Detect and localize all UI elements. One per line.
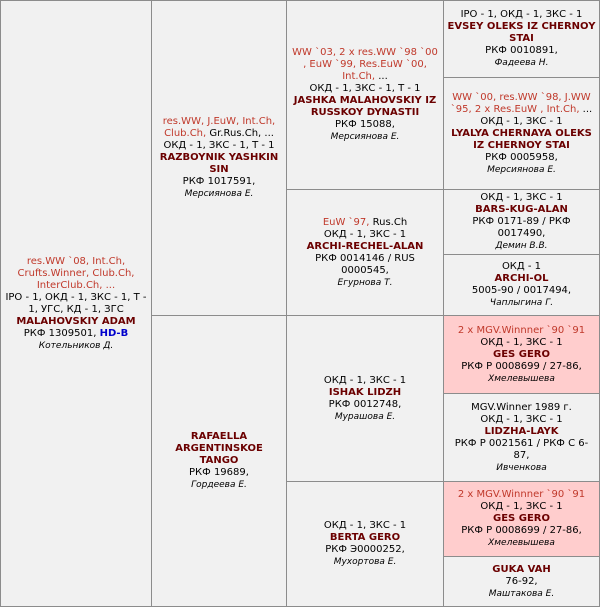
ssd-name[interactable]: LYALYA CHERNAYA OLEKS IZ CHERNOY STAI xyxy=(451,127,592,151)
ssd-registration: РКФ 0005958, xyxy=(485,151,558,163)
sire-breeder: Мерсиянова Е. xyxy=(184,189,254,199)
sds-results: ОКД - 1, ЗКС - 1 xyxy=(480,192,563,203)
sds-registration: РКФ 0171-89 / РКФ 0017490, xyxy=(472,216,571,239)
sds-breeder: Демин В.В. xyxy=(495,241,548,251)
sdd-name[interactable]: ARCHI-OL xyxy=(494,273,549,284)
hd-status-badge: HD-B xyxy=(99,327,129,339)
sire-registration: РКФ 1017591, xyxy=(182,176,256,187)
sire-sire-breeder: Мерсиянова Е. xyxy=(330,132,400,142)
dog-cell xyxy=(0,0,152,607)
dds-name[interactable]: GES GERO xyxy=(493,513,550,524)
sss-name[interactable]: EVSEY OLEKS IZ CHERNOY STAI xyxy=(447,21,596,44)
sire-dam-results: ОКД - 1, ЗКС - 1 xyxy=(323,228,407,240)
dss-breeder: Хмелевышева xyxy=(488,373,555,384)
sdd-registration: 5005-90 / 0017494, xyxy=(471,285,572,296)
dss-titles: 2 x MGV.Winnner `90 `91 xyxy=(457,324,586,336)
sds-cell xyxy=(443,189,600,255)
sire-dam-registration: РКФ 0014146 / RUS 0000545, xyxy=(315,252,415,276)
dam-dam-name[interactable]: BERTA GERO xyxy=(329,532,401,543)
dam-dam-registration: РКФ Э0000252, xyxy=(325,544,405,555)
sire-name[interactable]: RAZBOYNIK YASHKIN SIN xyxy=(159,152,279,175)
dam-sire-registration: РКФ 0012748, xyxy=(328,398,402,410)
dss-registration: РКФ Р 0008699 / 27-86, xyxy=(461,360,582,372)
sss-registration: РКФ 0010891, xyxy=(485,45,558,56)
dsd-results: ОКД - 1, ЗКС - 1 xyxy=(480,413,563,425)
ddd-breeder: Маштакова Е. xyxy=(488,588,555,599)
ssd-results: ОКД - 1, ЗКС - 1 xyxy=(480,115,563,127)
sire-sire-results: ОКД - 1, ЗКС - 1, Т - 1 xyxy=(309,83,421,94)
dsd-cell xyxy=(443,393,600,482)
dam-sire-breeder: Мурашова Е. xyxy=(334,411,396,422)
ssd-titles: WW `00, res.WW `98, J.WW `95, 2 x Res.EuW , Int.Ch, ... xyxy=(450,91,593,115)
dog-breeder: Котельников Д. xyxy=(38,340,114,351)
sds-name[interactable]: BARS-KUG-ALAN xyxy=(475,204,568,215)
sire-dam-cell xyxy=(286,189,444,316)
dam-dam-results: ОКД - 1, ЗКС - 1 xyxy=(323,520,407,531)
sire-dam-name[interactable]: ARCHI-RECHEL-ALAN xyxy=(306,240,424,252)
dam-cell xyxy=(151,315,287,607)
sss-breeder: Фадеева Н. xyxy=(494,58,549,68)
ddd-name[interactable]: GUKA VAH xyxy=(492,563,551,575)
sdd-results: ОКД - 1 xyxy=(501,261,542,272)
dam-dam-cell xyxy=(286,481,444,607)
dam-sire-name[interactable]: ISHAK LIDZH xyxy=(328,386,402,398)
sss-results: IPO - 1, ОКД - 1, ЗКС - 1 xyxy=(460,9,583,20)
dss-cell xyxy=(443,315,600,394)
sire-results: ОКД - 1, ЗКС - 1, Т - 1 xyxy=(163,140,275,151)
ddd-registration: 76-92, xyxy=(505,575,538,587)
dsd-titles: MGV.Winner 1989 г. xyxy=(471,401,572,413)
ssd-cell xyxy=(443,77,600,190)
dam-sire-results: ОКД - 1, ЗКС - 1 xyxy=(323,374,407,386)
sdd-cell xyxy=(443,254,600,316)
dam-registration: РКФ 19689, xyxy=(189,467,249,478)
dog-results: IPO - 1, ОКД - 1, ЗКС - 1, Т - 1, УГС, КД - 1, ЗГС xyxy=(5,291,147,315)
dsd-name[interactable]: LIDZHA-LAYK xyxy=(484,425,559,437)
dsd-registration: РКФ Р 0021561 / РКФ С 6-87, xyxy=(454,437,589,461)
dds-breeder: Хмелевышева xyxy=(488,538,555,548)
sire-dam-breeder: Егурнова Т. xyxy=(337,277,393,288)
dss-name[interactable]: GES GERO xyxy=(493,348,550,360)
sdd-breeder: Чаплыгина Г. xyxy=(489,298,554,308)
dam-sire-cell xyxy=(286,315,444,482)
dog-registration: РКФ 1309501, HD-B xyxy=(23,327,129,339)
sire-dam-titles: EuW `97, Rus.Ch xyxy=(322,216,408,228)
sire-sire-cell xyxy=(286,0,444,190)
sire-sire-titles: WW `03, 2 x res.WW `98 `00 , EuW `99, Res.EuW `00, Int.Ch, ... xyxy=(292,47,438,82)
dam-name[interactable]: RAFAELLA ARGENTINSKOE TANGO xyxy=(175,431,263,466)
dds-results: ОКД - 1, ЗКС - 1 xyxy=(480,501,563,512)
ddd-cell xyxy=(443,556,600,607)
dam-dam-breeder: Мухортова Е. xyxy=(333,557,397,567)
dog-titles: res.WW `08, Int.Ch, Crufts.Winner, Club.Ch, InterClub.Ch, ... xyxy=(17,255,135,291)
dsd-breeder: Ивченкова xyxy=(496,462,547,473)
dog-name[interactable]: MALAHOVSKIY ADAM xyxy=(16,315,136,327)
sire-titles: res.WW, J.EuW, Int.Ch, Club.Ch, Gr.Rus.Ch, ... xyxy=(162,116,276,139)
dds-cell xyxy=(443,481,600,557)
dam-breeder: Гордеева Е. xyxy=(191,480,247,490)
sss-cell xyxy=(443,0,600,78)
sire-sire-name[interactable]: JASHKA MALAHOVSKIY IZ RUSSKOY DYNASTII xyxy=(293,95,437,118)
dss-results: ОКД - 1, ЗКС - 1 xyxy=(480,336,563,348)
sire-sire-registration: РКФ 15088, xyxy=(335,119,395,130)
sire-cell xyxy=(151,0,287,316)
ssd-breeder: Мерсиянова Е. xyxy=(487,164,556,175)
dds-registration: РКФ Р 0008699 / 27-86, xyxy=(461,525,582,536)
dds-titles: 2 x MGV.Winnner `90 `91 xyxy=(457,489,586,500)
